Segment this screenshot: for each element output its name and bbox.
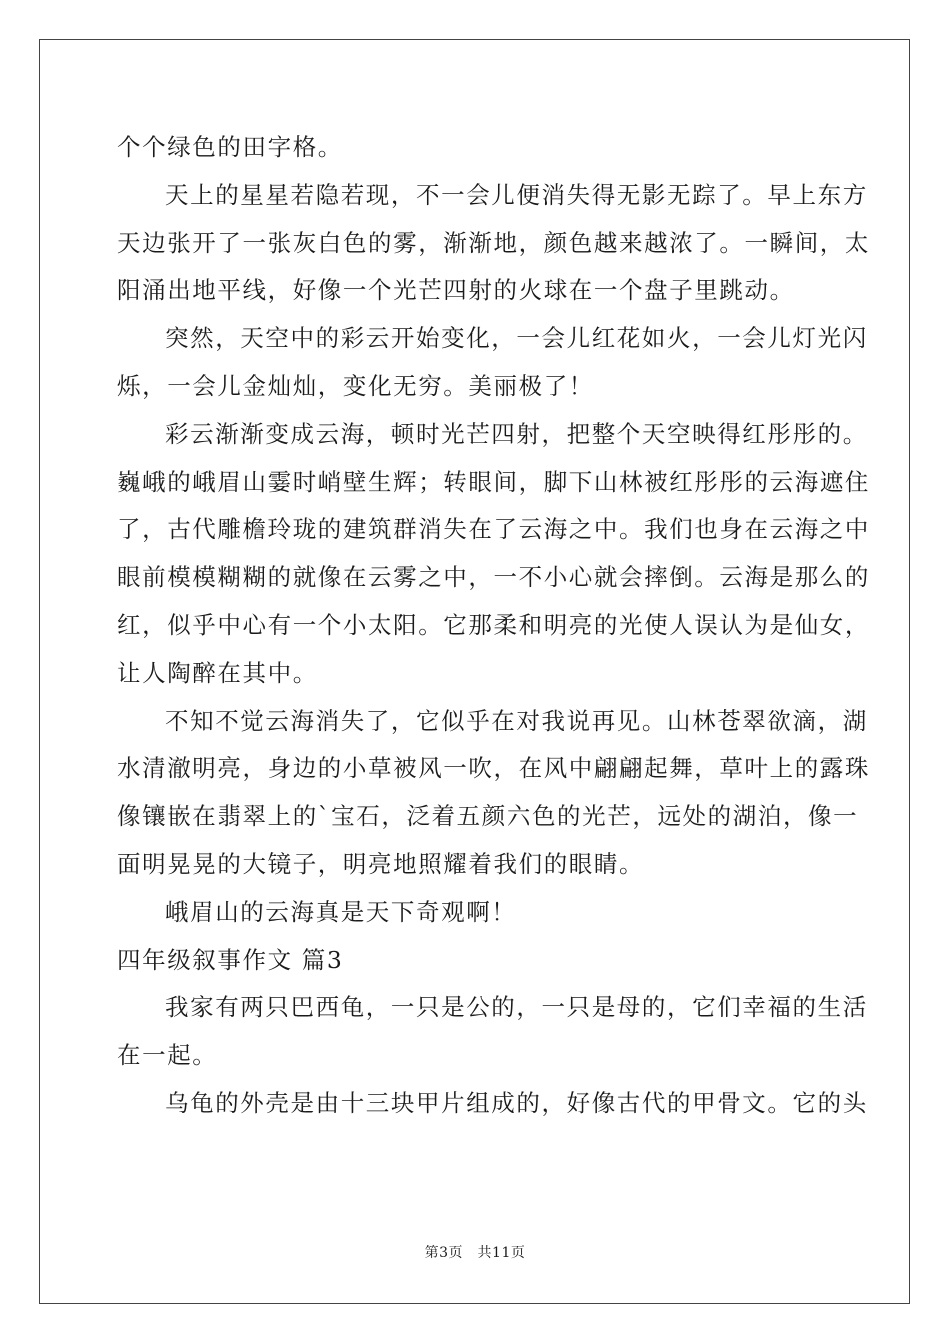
text-line: 彩云渐渐变成云海，顿时光芒四射，把整个天空映得红彤彤的。 — [165, 419, 868, 448]
text-line: 我家有两只巴西龟，一只是公的，一只是母的，它们幸福的生活 — [165, 993, 868, 1022]
text-line: 让人陶醉在其中。 — [117, 658, 318, 687]
text-line: 峨眉山的云海真是天下奇观啊！ — [165, 897, 517, 926]
text-line: 巍峨的峨眉山霎时峭壁生辉；转眼间，脚下山林被红彤彤的云海遮住 — [117, 467, 870, 496]
text-line: 不知不觉云海消失了，它似乎在对我说再见。山林苍翠欲滴，湖 — [165, 706, 868, 735]
text-line: 烁，一会儿金灿灿，变化无穷。美丽极了！ — [117, 371, 594, 400]
text-line: 了，古代雕檐玲珑的建筑群消失在了云海之中。我们也身在云海之中 — [117, 515, 870, 544]
text-line: 像镶嵌在翡翠上的`宝石，泛着五颜六色的光芒，远处的湖泊，像一 — [117, 802, 859, 831]
page-number-footer: 第3页 共11页 — [424, 1245, 526, 1261]
section-heading: 四年级叙事作文 篇3 — [117, 945, 344, 974]
text-line: 阳涌出地平线，好像一个光芒四射的火球在一个盘子里跳动。 — [117, 276, 795, 305]
text-line: 乌龟的外壳是由十三块甲片组成的，好像古代的甲骨文。它的头 — [165, 1088, 868, 1117]
document-body — [117, 124, 870, 1128]
text-line: 突然，天空中的彩云开始变化，一会儿红花如火，一会儿灯光闪 — [165, 324, 868, 353]
text-line: 天边张开了一张灰白色的雾，渐渐地，颜色越来越浓了。一瞬间，太 — [117, 228, 870, 257]
text-line: 在一起。 — [117, 1041, 218, 1070]
text-line: 水清澈明亮，身边的小草被风一吹，在风中翩翩起舞，草叶上的露珠 — [117, 754, 870, 783]
text-line: 天上的星星若隐若现，不一会儿便消失得无影无踪了。早上东方 — [165, 180, 868, 209]
text-line: 眼前模模糊糊的就像在云雾之中，一不小心就会摔倒。云海是那么的 — [117, 563, 870, 592]
text-line: 红，似乎中心有一个小太阳。它那柔和明亮的光使人误认为是仙女， — [117, 610, 870, 639]
text-line: 面明晃晃的大镜子，明亮地照耀着我们的眼睛。 — [117, 849, 645, 878]
text-line: 个个绿色的田字格。 — [117, 133, 343, 161]
